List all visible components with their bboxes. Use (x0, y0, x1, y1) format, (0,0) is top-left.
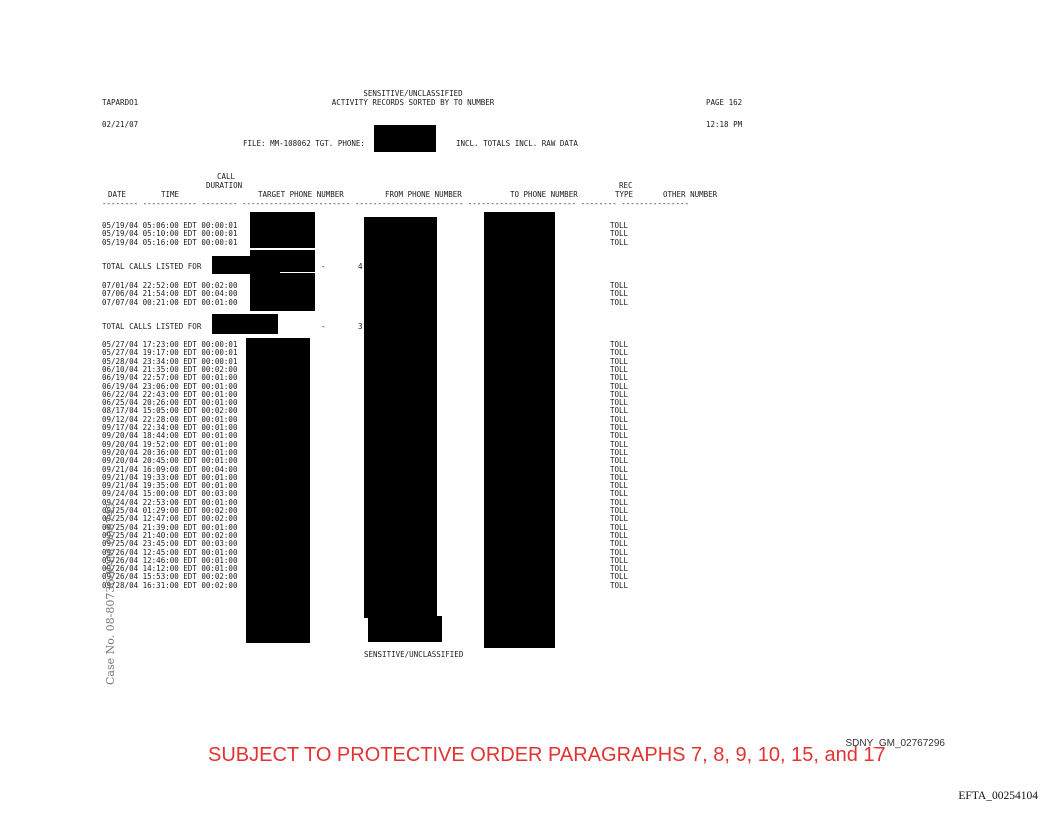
redaction-total-g2 (212, 314, 278, 334)
rec-type-cell: TOLL (610, 398, 629, 408)
classification-header: SENSITIVE/UNCLASSIFIED (363, 89, 463, 98)
redaction-from-column (364, 217, 437, 618)
call-record-row: 09/24/04 22:53:00 EDT 00:01:00 (102, 497, 238, 507)
rec-type-cell: TOLL (610, 431, 629, 441)
call-record-row: 09/26/04 15:53:00 EDT 00:02:00 (102, 572, 238, 582)
case-number-stamp: Case No. 08-80736-KAM 006745 (104, 502, 117, 685)
classification-footer: SENSITIVE/UNCLASSIFIED (364, 650, 464, 659)
rec-type-cell: TOLL (610, 423, 629, 432)
redaction-total-g1b (250, 250, 315, 272)
total-dash-1: - (321, 262, 326, 271)
rec-type-cell: TOLL (610, 348, 629, 358)
rec-type-cell: TOLL (610, 389, 629, 399)
rec-type-cell: TOLL (610, 489, 629, 499)
rec-type-cell: TOLL (610, 555, 629, 565)
rec-type-cell: TOLL (610, 539, 629, 549)
redaction-target-g3 (246, 338, 310, 643)
call-record-row: 09/28/04 16:31:00 EDT 00:02:00 (102, 580, 238, 590)
file-line-left: FILE: MM-108062 TGT. PHONE: (243, 139, 365, 148)
call-record-row: 06/19/04 23:06:00 EDT 00:01:00 (102, 381, 238, 391)
col-to: TO PHONE NUMBER (510, 190, 578, 199)
rec-type-cell: TOLL (610, 414, 629, 424)
rec-type-cell: TOLL (610, 381, 629, 391)
col-time: TIME (161, 190, 180, 199)
col-rec: REC (619, 181, 633, 190)
rec-type-cell: TOLL (610, 497, 629, 507)
call-record-row: 09/12/04 22:28:00 EDT 00:01:00 (102, 414, 238, 424)
rec-type-cell: TOLL (610, 481, 629, 491)
col-type: TYPE (615, 190, 634, 199)
rec-type-cell: TOLL (610, 406, 629, 416)
rec-type-cell: TOLL (610, 514, 629, 524)
report-time: 12:18 PM (706, 120, 743, 129)
bates-number: SDNY_GM_02767296 (845, 738, 945, 749)
call-record-row: 07/06/04 21:54:00 EDT 00:04:00 (102, 289, 238, 299)
col-date: DATE (108, 190, 127, 199)
call-record-row: 05/28/04 23:34:00 EDT 00:00:01 (102, 356, 238, 366)
redaction-to-column (484, 212, 555, 648)
rec-type-cell: TOLL (610, 456, 629, 466)
call-record-row: 05/19/04 05:06:00 EDT 00:00:01 (102, 221, 238, 230)
col-call-top: CALL (217, 172, 236, 181)
redaction-target-g2 (250, 273, 315, 311)
call-record-row: 07/07/04 00:21:00 EDT 00:01:00 (102, 297, 238, 307)
rec-type-cell: TOLL (610, 281, 629, 290)
total-label-2: TOTAL CALLS LISTED FOR (102, 322, 202, 331)
rec-type-cell: TOLL (610, 340, 629, 349)
call-record-row: 06/10/04 21:35:00 EDT 00:02:00 (102, 364, 238, 374)
rec-type-cell: TOLL (610, 229, 629, 239)
call-record-row: 08/17/04 15:05:00 EDT 00:02:00 (102, 406, 238, 416)
report-date: 02/21/07 (102, 120, 139, 129)
call-record-row: 09/26/04 14:12:00 EDT 00:01:00 (102, 564, 238, 574)
call-record-row: 09/25/04 23:45:00 EDT 00:03:00 (102, 539, 238, 549)
rec-type-cell: TOLL (610, 373, 629, 383)
total-label-1: TOTAL CALLS LISTED FOR (102, 262, 202, 271)
rec-type-cell: TOLL (610, 221, 629, 230)
call-record-row: 09/25/04 21:39:00 EDT 00:01:00 (102, 522, 238, 532)
call-record-row: 06/22/04 22:43:00 EDT 00:01:00 (102, 389, 238, 399)
call-record-row: 09/21/04 16:09:00 EDT 00:04:00 (102, 464, 238, 474)
rec-type-cell: TOLL (610, 297, 629, 307)
header-separator: -------- ------------ -------- ------------------------ ------------------------ ------------------------ -------- --------------- (102, 199, 689, 208)
call-record-row: 09/20/04 20:36:00 EDT 00:01:00 (102, 447, 238, 457)
file-line-right: INCL. TOTALS INCL. RAW DATA (456, 139, 578, 148)
rec-type-cell: TOLL (610, 530, 629, 540)
report-subtitle: ACTIVITY RECORDS SORTED BY TO NUMBER (331, 98, 495, 107)
rec-type-cell: TOLL (610, 364, 629, 374)
call-record-row: 05/27/04 17:23:00 EDT 00:00:01 (102, 340, 238, 349)
rec-type-cell: TOLL (610, 356, 629, 366)
report-id: TAPARDO1 (102, 98, 139, 107)
page-number: PAGE 162 (706, 98, 743, 107)
protective-order-notice: SUBJECT TO PROTECTIVE ORDER PARAGRAPHS 7, 8, 9, 10, 15, and 17 (208, 744, 886, 766)
redaction-target-phone (374, 125, 436, 152)
rec-type-cell: TOLL (610, 472, 629, 482)
call-record-row: 09/25/04 12:47:00 EDT 00:02:00 (102, 514, 238, 524)
rec-type-cell: TOLL (610, 522, 629, 532)
rec-type-cell: TOLL (610, 572, 629, 582)
call-record-row: 06/19/04 22:57:00 EDT 00:01:00 (102, 373, 238, 383)
col-duration: DURATION (206, 181, 243, 190)
call-record-row: 07/01/04 22:52:00 EDT 00:02:00 (102, 281, 238, 290)
rec-type-cell: TOLL (610, 580, 629, 590)
call-record-row: 09/17/04 22:34:00 EDT 00:01:00 (102, 423, 238, 432)
call-record-row: 05/19/04 05:10:00 EDT 00:00:01 (102, 229, 238, 239)
rec-type-cell: TOLL (610, 506, 629, 515)
call-record-row: 06/25/04 20:26:00 EDT 00:01:00 (102, 398, 238, 408)
call-record-row: 05/27/04 19:17:00 EDT 00:00:01 (102, 348, 238, 358)
call-record-row: 09/20/04 19:52:00 EDT 00:01:00 (102, 439, 238, 449)
call-record-row: 09/24/04 15:00:00 EDT 00:03:00 (102, 489, 238, 499)
call-record-row: 09/25/04 01:29:00 EDT 00:02:00 (102, 506, 238, 515)
rec-type-cell: TOLL (610, 447, 629, 457)
rec-type-cell: TOLL (610, 564, 629, 574)
call-record-row: 09/21/04 19:35:00 EDT 00:01:00 (102, 481, 238, 491)
rec-type-cell: TOLL (610, 237, 629, 247)
call-record-row: 05/19/04 05:16:00 EDT 00:00:01 (102, 237, 238, 247)
call-record-row: 09/20/04 20:45:00 EDT 00:01:00 (102, 456, 238, 466)
call-record-row: 09/26/04 12:46:00 EDT 00:01:00 (102, 555, 238, 565)
total-count-1: 4 (358, 262, 363, 271)
redaction-target-g1 (250, 212, 315, 248)
rec-type-cell: TOLL (610, 439, 629, 449)
col-target: TARGET PHONE NUMBER (258, 190, 344, 199)
call-record-row: 09/25/04 21:40:00 EDT 00:02:00 (102, 530, 238, 540)
col-other: OTHER NUMBER (663, 190, 718, 199)
call-record-row: 09/26/04 12:45:00 EDT 00:01:00 (102, 547, 238, 557)
call-record-row: 09/21/04 19:33:00 EDT 00:01:00 (102, 472, 238, 482)
rec-type-cell: TOLL (610, 464, 629, 474)
col-from: FROM PHONE NUMBER (385, 190, 462, 199)
rec-type-cell: TOLL (610, 547, 629, 557)
total-dash-2: - (321, 322, 326, 331)
call-record-row: 09/20/04 18:44:00 EDT 00:01:00 (102, 431, 238, 441)
redaction-from-column-bottom (368, 616, 442, 642)
total-count-2: 3 (358, 322, 363, 331)
rec-type-cell: TOLL (610, 289, 629, 299)
efta-number: EFTA_00254104 (958, 790, 1038, 802)
